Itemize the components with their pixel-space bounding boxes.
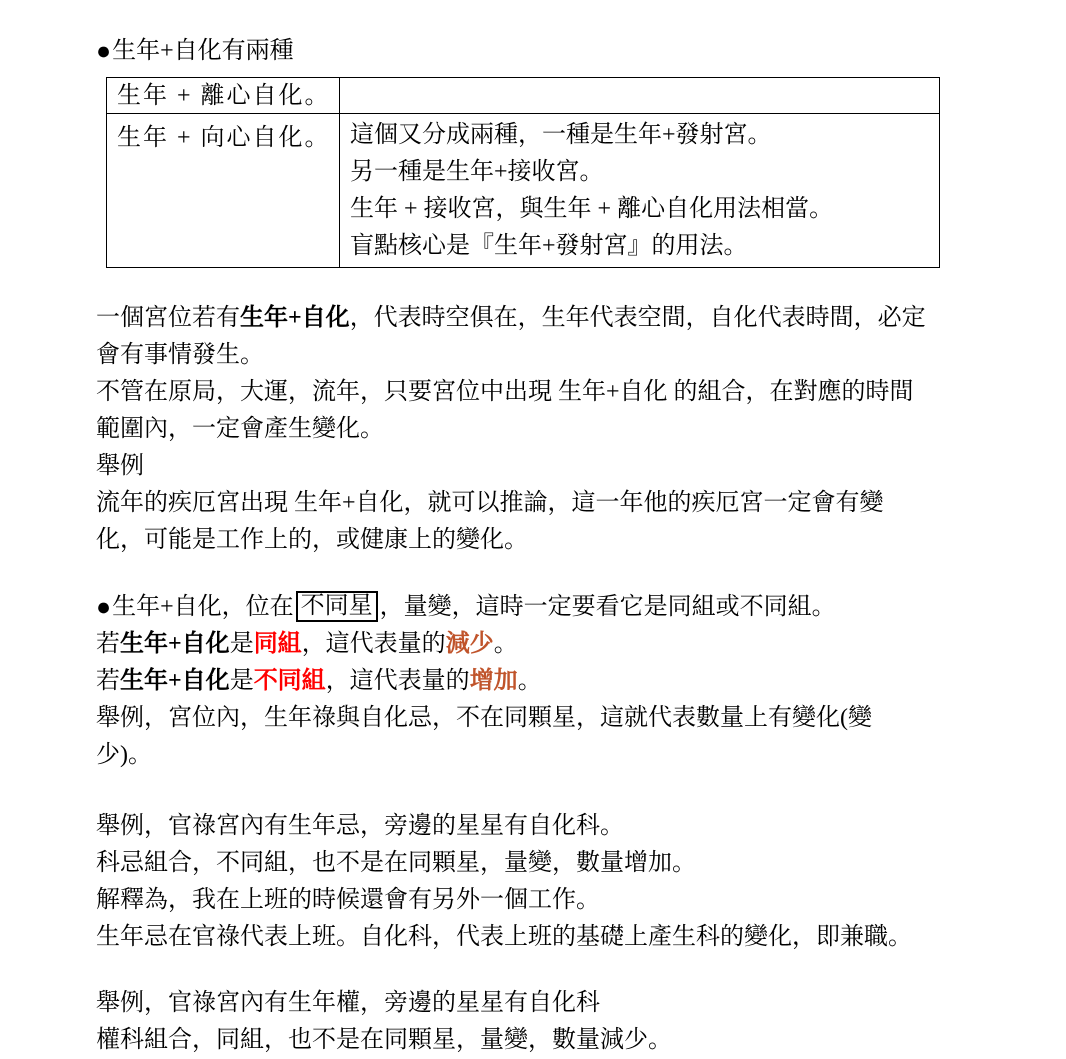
types-table <box>106 77 940 268</box>
text-line: 流年的疾厄宮出現 生年+自化，就可以推論，這一年他的疾厄宮一定會有變 <box>96 490 884 516</box>
table-cell-right-empty <box>340 78 940 114</box>
blank-line <box>96 956 946 985</box>
table-row <box>107 78 940 114</box>
text-run: 一個宮位若有 <box>96 305 240 331</box>
table-cell-right <box>340 114 940 268</box>
text-line: 舉例，官祿宮內有生年忌，旁邊的星星有自化科。 <box>96 813 624 839</box>
text-line: 少)。 <box>96 742 152 768</box>
text-run: ，這代表量的 <box>301 631 446 657</box>
text-run-bold: 生年+自化 <box>120 668 230 694</box>
text-run: ，量變，這時一定要看它是同組或不同組。 <box>379 594 836 620</box>
text-run-red: 不同組 <box>253 668 326 694</box>
table-cell-left <box>107 78 340 114</box>
text-run: 是 <box>229 668 254 694</box>
text-run-orange: 減少 <box>445 631 494 657</box>
section1-heading <box>96 36 946 67</box>
text-run: 若 <box>96 668 120 694</box>
text-run: ，代表時空俱在，生年代表空間，自化代表時間，必定 <box>349 305 926 331</box>
text-run: 生年+自化，位在 <box>112 594 294 620</box>
section2-heading <box>96 589 946 626</box>
text-line: 化，可能是工作上的，或健康上的變化。 <box>96 527 528 553</box>
table-cell-line: 這個又分成兩種，一種是生年+發射宮。 <box>350 122 772 148</box>
rule-line-diff-group <box>96 663 946 700</box>
text-line: 權科組合，同組，也不是在同顆星，量變，數量減少。 <box>96 1027 672 1053</box>
boxed-term: 不同星 <box>296 591 378 622</box>
text-run-red: 同組 <box>253 631 302 657</box>
text-line: 不管在原局，大運，流年，只要宮位中出現 生年+自化 的組合，在對應的時間 <box>96 379 914 405</box>
table-cell-left <box>107 114 340 268</box>
text-run-orange: 增加 <box>469 668 518 694</box>
text-line: 生年忌在官祿代表上班。自化科，代表上班的基礎上產生科的變化，即兼職。 <box>96 924 912 950</box>
text-line: 科忌組合，不同組，也不是在同顆星，量變，數量增加。 <box>96 850 696 876</box>
text-line: 舉例 <box>96 453 144 479</box>
table-cell-text: 生年 + 向心自化。 <box>117 125 331 151</box>
text-line: 會有事情發生。 <box>96 342 264 368</box>
text-run: 是 <box>229 631 254 657</box>
text-line: 舉例，官祿宮內有生年權，旁邊的星星有自化科 <box>96 990 600 1016</box>
text-run-bold: 生年+自化 <box>240 305 350 331</box>
table-row <box>107 114 940 268</box>
bullet-icon: ● <box>96 594 112 621</box>
text-run: ，這代表量的 <box>325 668 470 694</box>
rule-line-same-group <box>96 626 946 663</box>
text-line: 範圍內，一定會產生變化。 <box>96 416 384 442</box>
table-cell-text: 生年 + 離心自化。 <box>117 83 331 109</box>
text-run: 。 <box>517 668 542 694</box>
blank-line <box>96 559 946 589</box>
section1-heading-text: 生年+自化有兩種 <box>112 38 294 64</box>
text-line <box>96 300 946 337</box>
document-content <box>96 36 946 1059</box>
blank-line <box>96 774 946 808</box>
bullet-icon: ● <box>96 38 112 65</box>
table-cell-line: 另一種是生年+接收宮。 <box>350 159 604 185</box>
text-run: 若 <box>96 631 120 657</box>
table-cell-line: 盲點核心是『生年+發射宮』的用法。 <box>350 233 748 259</box>
table-cell-line: 生年 + 接收宮，與生年 + 離心自化用法相當。 <box>350 196 834 222</box>
text-line: 解釋為，我在上班的時候還會有另外一個工作。 <box>96 887 600 913</box>
text-line: 舉例，宮位內，生年祿與自化忌，不在同顆星，這就代表數量上有變化(變 <box>96 705 872 731</box>
text-run-bold: 生年+自化 <box>120 631 230 657</box>
text-run: 。 <box>493 631 518 657</box>
